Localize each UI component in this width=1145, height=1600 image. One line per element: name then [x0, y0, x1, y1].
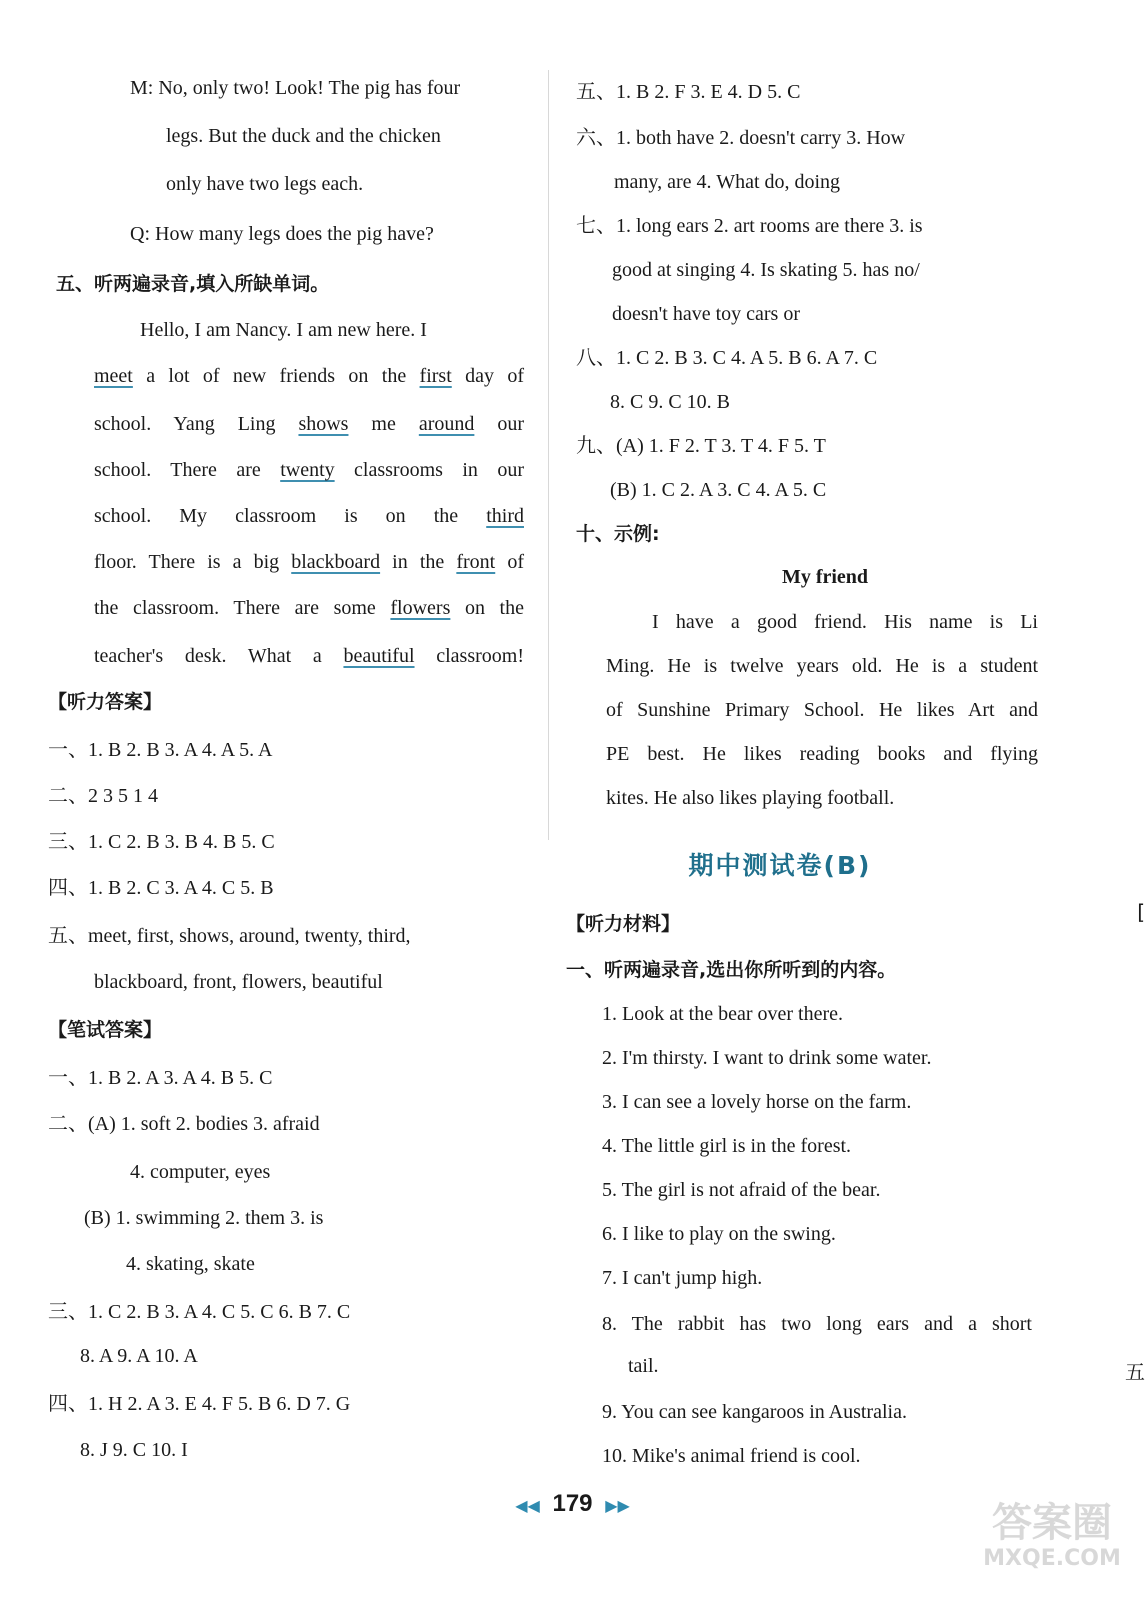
- essay-line: I have a good friend. His name is Li: [652, 611, 1038, 633]
- edge-mark: [: [1137, 900, 1145, 924]
- essay-line: kites. He also likes playing football.: [606, 787, 895, 809]
- section-title: 期中测试卷(B): [688, 851, 872, 880]
- written-answers-heading: 【笔试答案】: [48, 1019, 163, 1041]
- listening-item: 8. The rabbit has two long ears and a short: [602, 1313, 1032, 1335]
- page-number: 179: [552, 1490, 593, 1517]
- answer-line: 二、(A) 1. soft 2. bodies 3. afraid: [48, 1113, 320, 1135]
- watermark-logo: [967, 1500, 1137, 1595]
- essay-title: My friend: [781, 566, 869, 588]
- listening-item: 5. The girl is not afraid of the bear.: [602, 1179, 881, 1201]
- answer-line: 四、1. H 2. A 3. E 4. F 5. B 6. D 7. G: [48, 1393, 351, 1415]
- answer-line: 六、1. both have 2. doesn't carry 3. How: [576, 127, 906, 149]
- section-heading: 五、听两遍录音,填入所缺单词。: [56, 273, 330, 295]
- essay-line: of Sunshine Primary School. He likes Art and: [606, 699, 1038, 721]
- passage-line: the classroom. There are some flowers on the: [94, 597, 524, 619]
- answer-line: 8. J 9. C 10. I: [80, 1439, 188, 1461]
- listening-item: 6. I like to play on the swing.: [602, 1223, 836, 1245]
- example-heading: 十、示例:: [576, 523, 660, 545]
- dialog-q-line: Q: How many legs does the pig have?: [130, 223, 434, 245]
- answer-word: front: [456, 551, 496, 573]
- listening-material-heading: 【听力材料】: [566, 913, 681, 935]
- answer-word: first: [419, 365, 452, 387]
- dialog-m-line: M: No, only two! Look! The pig has four: [130, 77, 461, 99]
- prev-arrows-icon: ◀◀: [515, 1498, 540, 1515]
- answer-line: doesn't have toy cars or: [612, 303, 800, 325]
- dialog-m-line: legs. But the duck and the chicken: [166, 125, 441, 147]
- answer-line: 一、1. B 2. B 3. A 4. A 5. A: [48, 739, 273, 761]
- passage-line: school. My classroom is on the third: [94, 505, 524, 527]
- passage-line: teacher's desk. What a beautiful classroom!: [94, 645, 524, 667]
- watermark-text: 答案圈: [992, 1500, 1112, 1546]
- answer-line: 五、meet, first, shows, around, twenty, third,: [48, 925, 411, 947]
- answer-line: 4. computer, eyes: [130, 1161, 271, 1183]
- question-heading: 一、听两遍录音,选出你所听到的内容。: [566, 959, 897, 981]
- answer-line: 九、(A) 1. F 2. T 3. T 4. F 5. T: [576, 435, 826, 457]
- answer-word: shows: [298, 413, 349, 435]
- listening-item: 2. I'm thirsty. I want to drink some water.: [602, 1047, 932, 1069]
- watermark-site: MXQE.COM: [983, 1546, 1121, 1571]
- listening-item: 9. You can see kangaroos in Australia.: [602, 1401, 907, 1423]
- listening-item: 4. The little girl is in the forest.: [602, 1135, 852, 1157]
- listening-item: 1. Look at the bear over there.: [602, 1003, 844, 1025]
- listening-item: 10. Mike's animal friend is cool.: [602, 1445, 861, 1467]
- column-divider: [548, 70, 549, 840]
- essay-line: PE best. He likes reading books and flying: [606, 743, 1038, 765]
- answer-line: good at singing 4. Is skating 5. has no/: [612, 259, 920, 281]
- answer-word: around: [418, 413, 475, 435]
- answer-word: meet: [94, 365, 133, 387]
- answer-line: 8. C 9. C 10. B: [610, 391, 731, 413]
- answer-line: 三、1. C 2. B 3. B 4. B 5. C: [48, 831, 275, 853]
- passage-line: school. There are twenty classrooms in our: [94, 459, 525, 481]
- answer-line: 4. skating, skate: [126, 1253, 255, 1275]
- listening-item: 3. I can see a lovely horse on the farm.: [602, 1091, 912, 1113]
- answer-word: twenty: [280, 459, 335, 481]
- answer-line: many, are 4. What do, doing: [614, 171, 841, 193]
- answer-line: (B) 1. swimming 2. them 3. is: [84, 1207, 324, 1229]
- listening-item: 7. I can't jump high.: [602, 1267, 763, 1289]
- answer-word: beautiful: [343, 645, 415, 667]
- passage-line: school. Yang Ling shows me around our: [94, 413, 524, 435]
- answer-word: blackboard: [291, 551, 381, 573]
- listening-answers-heading: 【听力答案】: [48, 691, 163, 713]
- answer-word: flowers: [390, 597, 451, 619]
- answer-line: 三、1. C 2. B 3. A 4. C 5. C 6. B 7. C: [48, 1301, 351, 1323]
- passage-line: meet a lot of new friends on the first day of: [94, 365, 524, 387]
- passage-line: floor. There is a big blackboard in the front of: [94, 551, 524, 573]
- answer-line: 8. A 9. A 10. A: [80, 1345, 198, 1367]
- answer-word: third: [486, 505, 524, 527]
- answer-line: 一、1. B 2. A 3. A 4. B 5. C: [48, 1067, 273, 1089]
- passage-line: Hello, I am Nancy. I am new here. I: [140, 319, 427, 341]
- edge-mark: 五: [1125, 1360, 1145, 1384]
- essay-line: Ming. He is twelve years old. He is a student: [606, 655, 1038, 677]
- answer-line: blackboard, front, flowers, beautiful: [94, 971, 383, 993]
- answer-line: 七、1. long ears 2. art rooms are there 3. is: [576, 215, 923, 237]
- answer-line: 四、1. B 2. C 3. A 4. C 5. B: [48, 877, 274, 899]
- answer-line: 二、2 3 5 1 4: [48, 785, 158, 807]
- next-arrows-icon: ▶▶: [605, 1498, 630, 1515]
- answer-line: 八、1. C 2. B 3. C 4. A 5. B 6. A 7. C: [576, 347, 878, 369]
- dialog-m-line: only have two legs each.: [166, 173, 364, 195]
- listening-item: tail.: [628, 1355, 659, 1377]
- answer-line: 五、1. B 2. F 3. E 4. D 5. C: [576, 81, 801, 103]
- answer-line: (B) 1. C 2. A 3. C 4. A 5. C: [610, 479, 827, 501]
